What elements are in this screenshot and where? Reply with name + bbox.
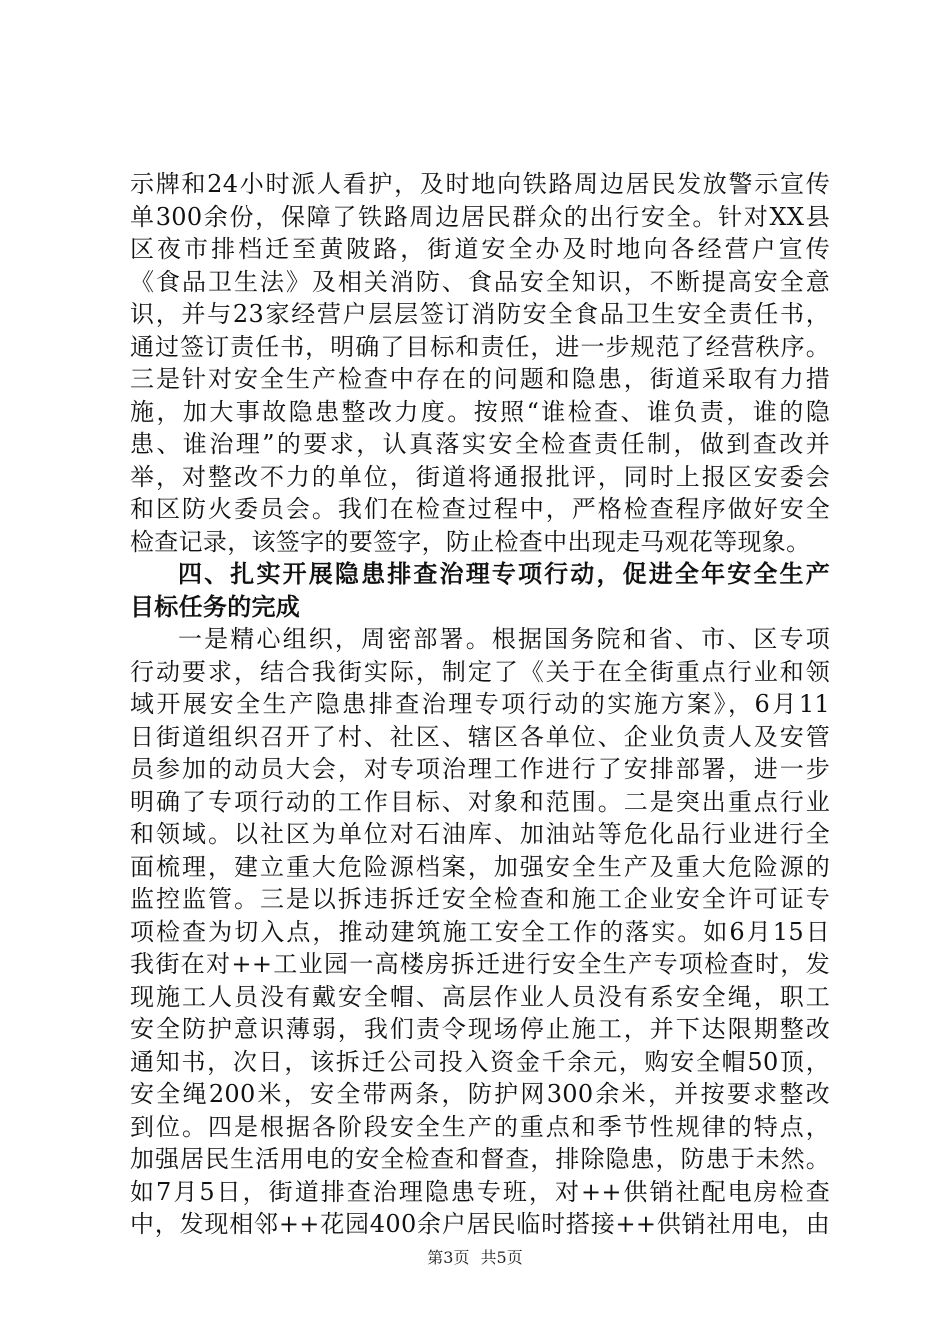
text-line: 现施工人员没有戴安全帽、高层作业人员没有系安全绳，职工 [130,982,830,1011]
text-line: 单300余份，保障了铁路周边居民群众的出行安全。针对XX县 [130,202,830,231]
text-line: 和区防火委员会。我们在检查过程中，严格检查程序做好安全 [130,495,830,523]
text-line: 域开展安全生产隐患排查治理专项行动的实施方案》，6月11 [130,690,830,718]
text-line: 中，发现相邻++花园400余户居民临时搭接++供销社用电，由 [130,1210,830,1238]
text-line: 三是针对安全生产检查中存在的问题和隐患，街道采取有力措 [130,365,830,393]
text-line: 一是精心组织，周密部署。根据国务院和省、市、区专项 [178,625,830,653]
text-line: 安全防护意识薄弱，我们责令现场停止施工，并下达限期整改 [130,1015,830,1043]
section-heading: 四、扎实开展隐患排查治理专项行动，促进全年安全生产 [178,560,830,588]
section-heading-continued: 目标任务的完成 [130,592,301,621]
text-line: 示牌和24小时派人看护，及时地向铁路周边居民发放警示宣传 [130,170,830,198]
text-line: 日街道组织召开了村、社区、辖区各单位、企业负责人及安管 [130,722,830,751]
text-line: 区夜市排档迁至黄陂路，街道安全办及时地向各经营户宣传 [130,235,830,263]
text-line: 通知书，次日，该拆迁公司投入资金千余元，购安全帽50顶， [130,1047,830,1076]
text-line: 识，并与23家经营户层层签订消防安全食品卫生安全责任书， [130,300,830,328]
text-line: 面梳理，建立重大危险源档案，加强安全生产及重大危险源的 [130,852,830,881]
document-body [130,168,830,1241]
text-line: 施，加大事故隐患整改力度。按照“谁检查、谁负责，谁的隐 [130,397,830,426]
text-line: 《食品卫生法》及相关消防、食品安全知识，不断提高安全意 [130,267,830,296]
text-line: 行动要求，结合我街实际，制定了《关于在全街重点行业和领 [130,657,830,686]
text-line: 监控监管。三是以拆违拆迁安全检查和施工企业安全许可证专 [130,885,830,913]
text-line: 如7月5日，街道排查治理隐患专班，对++供销社配电房检查 [130,1177,830,1206]
text-line: 加强居民生活用电的安全检查和督查，排除隐患，防患于未然。 [130,1145,830,1173]
text-line: 项检查为切入点，推动建筑施工安全工作的落实。如6月15日 [130,917,830,946]
text-line: 员参加的动员大会，对专项治理工作进行了安排部署，进一步 [130,755,830,783]
text-line: 到位。四是根据各阶段安全生产的重点和季节性规律的特点， [130,1112,830,1141]
text-line: 我街在对++工业园一高楼房拆迁进行安全生产专项检查时，发 [130,950,830,978]
text-line: 通过签订责任书，明确了目标和责任，进一步规范了经营秩序。 [130,332,830,361]
text-line: 安全绳200米，安全带两条，防护网300余米，并按要求整改 [130,1080,830,1108]
text-line: 患、谁治理”的要求，认真落实安全检查责任制，做到查改并 [130,430,830,458]
text-line: 检查记录，该签字的要签字，防止检查中出现走马观花等现象。 [130,527,811,556]
text-line: 举，对整改不力的单位，街道将通报批评，同时上报区安委会 [130,462,830,491]
text-line: 明确了专项行动的工作目标、对象和范围。二是突出重点行业 [130,787,830,816]
text-line: 和领域。以社区为单位对石油库、加油站等危化品行业进行全 [130,820,830,848]
page-number-footer: 第3页 共5页 [427,1248,523,1267]
